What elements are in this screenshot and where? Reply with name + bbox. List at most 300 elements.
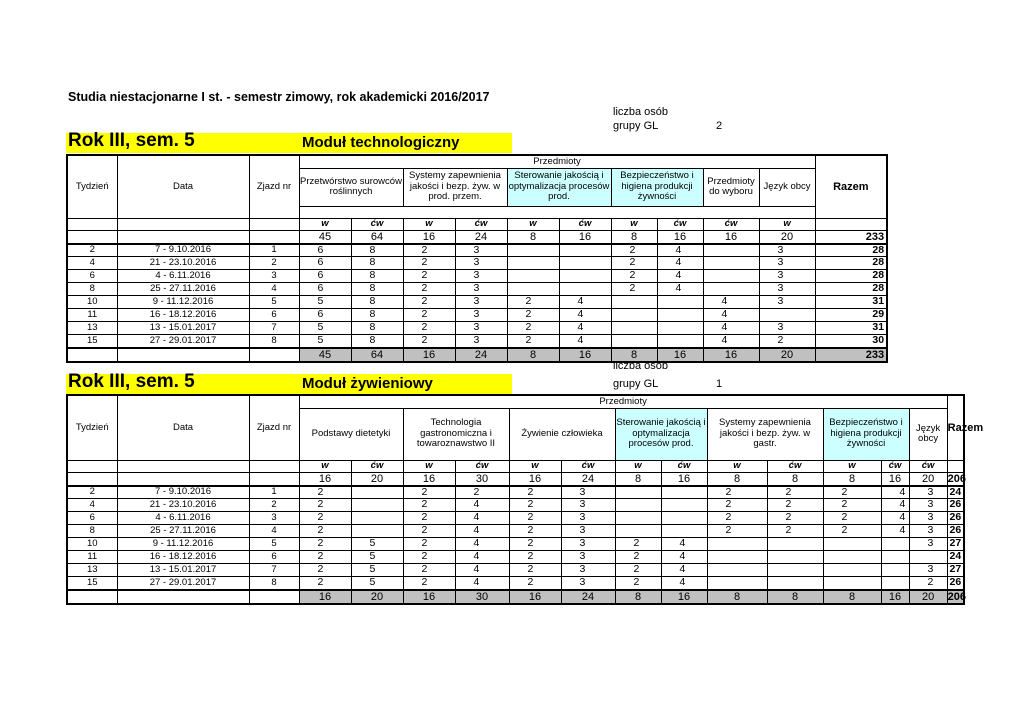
cell-zjazd: 2 bbox=[249, 257, 299, 270]
cell-hours: 3 bbox=[561, 512, 615, 525]
cell-hours: 2 bbox=[509, 486, 561, 499]
cell-data: 27 - 29.01.2017 bbox=[117, 335, 249, 348]
total-cell: 16 bbox=[299, 590, 351, 604]
cell-hours bbox=[351, 486, 403, 499]
wc-label: ćw bbox=[881, 460, 909, 472]
hours-cell: 16 bbox=[657, 230, 703, 244]
cell-hours: 2 bbox=[507, 309, 559, 322]
cell-hours: 2 bbox=[403, 564, 455, 577]
cell-hours bbox=[823, 551, 881, 564]
subject-header: Systemy zapewnienia jakości i bezp. żyw. w gastr. bbox=[707, 408, 823, 460]
cell-hours bbox=[507, 244, 559, 257]
cell-hours: 8 bbox=[351, 296, 403, 309]
cell-hours bbox=[559, 283, 611, 296]
cell-tydzien: 10 bbox=[67, 538, 117, 551]
cell-hours: 2 bbox=[823, 499, 881, 512]
grand-total: 233 bbox=[815, 348, 887, 362]
cell-hours: 2 bbox=[299, 512, 351, 525]
cell-hours: 2 bbox=[299, 486, 351, 499]
cell-hours: 2 bbox=[823, 486, 881, 499]
cell-hours bbox=[823, 564, 881, 577]
cell-tydzien: 4 bbox=[67, 257, 117, 270]
cell-hours: 3 bbox=[909, 499, 947, 512]
cell-hours bbox=[703, 283, 759, 296]
grupy-gl-label-2: grupy GL bbox=[613, 378, 659, 390]
cell-hours: 2 bbox=[507, 322, 559, 335]
table-row bbox=[67, 270, 887, 283]
hours-cell: 16 bbox=[299, 472, 351, 486]
wc-label: w bbox=[299, 460, 351, 472]
przedmioty-header: Przedmioty bbox=[299, 155, 815, 168]
cell-hours: 5 bbox=[299, 322, 351, 335]
total-cell: 24 bbox=[455, 348, 507, 362]
cell-hours: 8 bbox=[351, 244, 403, 257]
cell-data: 21 - 23.10.2016 bbox=[117, 499, 249, 512]
cell-hours: 6 bbox=[299, 257, 351, 270]
grupy-gl-value-2: 1 bbox=[716, 378, 723, 390]
table-row bbox=[67, 486, 964, 499]
cell-hours: 2 bbox=[403, 335, 455, 348]
col-tydzien: Tydzień bbox=[67, 155, 117, 218]
cell-hours: 2 bbox=[403, 244, 455, 257]
section1-banner bbox=[66, 130, 512, 153]
cell-hours bbox=[909, 551, 947, 564]
cell-hours: 2 bbox=[707, 486, 767, 499]
wc-label: ćw bbox=[351, 218, 403, 230]
cell-hours bbox=[657, 296, 703, 309]
hours-cell: 64 bbox=[351, 230, 403, 244]
cell-zjazd: 2 bbox=[249, 499, 299, 512]
cell-hours bbox=[707, 551, 767, 564]
hours-cell: 30 bbox=[455, 472, 509, 486]
cell-hours: 2 bbox=[299, 525, 351, 538]
cell-hours bbox=[661, 499, 707, 512]
cell-tydzien: 6 bbox=[67, 270, 117, 283]
cell-hours: 2 bbox=[767, 525, 823, 538]
cell-hours bbox=[611, 309, 657, 322]
hours-cell: 8 bbox=[507, 230, 559, 244]
cell-hours bbox=[703, 257, 759, 270]
cell-hours: 4 bbox=[559, 322, 611, 335]
wc-label: w bbox=[299, 218, 351, 230]
cell-razem: 28 bbox=[815, 244, 887, 257]
cell-hours: 4 bbox=[559, 296, 611, 309]
table-row bbox=[67, 551, 964, 564]
cell-hours: 2 bbox=[403, 551, 455, 564]
cell-hours: 3 bbox=[909, 564, 947, 577]
hours-cell: 16 bbox=[509, 472, 561, 486]
total-cell: 8 bbox=[823, 590, 881, 604]
total-cell: 16 bbox=[703, 348, 759, 362]
cell-hours: 3 bbox=[909, 525, 947, 538]
cell-hours bbox=[767, 564, 823, 577]
cell-tydzien: 8 bbox=[67, 283, 117, 296]
grupy-gl-value: 2 bbox=[716, 120, 723, 132]
cell-zjazd: 6 bbox=[249, 551, 299, 564]
total-cell: 8 bbox=[707, 590, 767, 604]
cell-hours: 4 bbox=[455, 499, 509, 512]
cell-tydzien: 10 bbox=[67, 296, 117, 309]
total-cell: 64 bbox=[351, 348, 403, 362]
cell-zjazd: 6 bbox=[249, 309, 299, 322]
cell-hours bbox=[657, 335, 703, 348]
cell-hours: 2 bbox=[611, 257, 657, 270]
subject-header: Przetwórstwo surowców roślinnych bbox=[299, 168, 403, 206]
cell-data: 27 - 29.01.2017 bbox=[117, 577, 249, 590]
table-row bbox=[67, 538, 964, 551]
cell-hours: 5 bbox=[351, 538, 403, 551]
cell-hours: 2 bbox=[509, 538, 561, 551]
cell-hours: 2 bbox=[509, 564, 561, 577]
hours-total: 206 bbox=[947, 472, 967, 485]
cell-data: 7 - 9.10.2016 bbox=[117, 244, 249, 257]
cell-hours: 2 bbox=[767, 499, 823, 512]
cell-hours: 3 bbox=[759, 296, 815, 309]
cell-hours: 2 bbox=[707, 512, 767, 525]
total-cell: 30 bbox=[455, 590, 509, 604]
cell-data: 16 - 18.12.2016 bbox=[117, 309, 249, 322]
cell-hours bbox=[703, 244, 759, 257]
cell-tydzien: 11 bbox=[67, 309, 117, 322]
cell-tydzien: 11 bbox=[67, 551, 117, 564]
cell-hours: 3 bbox=[759, 257, 815, 270]
cell-data: 9 - 11.12.2016 bbox=[117, 538, 249, 551]
wc-label: ćw bbox=[351, 460, 403, 472]
cell-hours: 3 bbox=[561, 525, 615, 538]
total-cell: 8 bbox=[767, 590, 823, 604]
cell-hours: 2 bbox=[403, 538, 455, 551]
cell-hours bbox=[611, 322, 657, 335]
cell-hours bbox=[657, 309, 703, 322]
wc-label: w bbox=[615, 460, 661, 472]
cell-hours bbox=[759, 309, 815, 322]
cell-hours: 6 bbox=[299, 309, 351, 322]
cell-hours: 3 bbox=[455, 257, 507, 270]
cell-hours: 3 bbox=[759, 322, 815, 335]
cell-hours: 2 bbox=[707, 525, 767, 538]
wc-label: w bbox=[403, 218, 455, 230]
hours-cell: 16 bbox=[881, 472, 909, 486]
cell-zjazd: 7 bbox=[249, 564, 299, 577]
wc-label: w bbox=[507, 218, 559, 230]
cell-hours: 3 bbox=[455, 283, 507, 296]
cell-hours: 8 bbox=[351, 335, 403, 348]
cell-hours bbox=[707, 564, 767, 577]
cell-hours: 3 bbox=[909, 538, 947, 551]
hours-cell: 20 bbox=[351, 472, 403, 486]
cell-hours bbox=[707, 538, 767, 551]
cell-zjazd: 3 bbox=[249, 512, 299, 525]
cell-hours: 2 bbox=[615, 577, 661, 590]
cell-hours bbox=[507, 270, 559, 283]
cell-hours: 2 bbox=[403, 309, 455, 322]
cell-hours: 2 bbox=[509, 551, 561, 564]
cell-hours: 4 bbox=[455, 538, 509, 551]
cell-razem: 28 bbox=[815, 270, 887, 283]
cell-hours bbox=[507, 257, 559, 270]
cell-hours: 2 bbox=[403, 322, 455, 335]
hours-cell: 8 bbox=[611, 230, 657, 244]
cell-hours bbox=[559, 244, 611, 257]
table-row bbox=[67, 335, 887, 348]
cell-hours: 2 bbox=[403, 512, 455, 525]
total-cell: 20 bbox=[759, 348, 815, 362]
cell-hours: 3 bbox=[455, 322, 507, 335]
grupy-gl-label: grupy GL bbox=[613, 120, 659, 132]
cell-hours: 8 bbox=[351, 322, 403, 335]
cell-hours: 2 bbox=[707, 499, 767, 512]
subject-header: Sterowanie jakością i optymalizacja procesów prod. bbox=[507, 168, 611, 206]
cell-hours: 4 bbox=[455, 577, 509, 590]
table-row bbox=[67, 257, 887, 270]
hours-cell: 8 bbox=[707, 472, 767, 486]
cell-hours: 4 bbox=[661, 551, 707, 564]
cell-hours: 6 bbox=[299, 244, 351, 257]
cell-zjazd: 7 bbox=[249, 322, 299, 335]
cell-hours: 5 bbox=[351, 564, 403, 577]
cell-hours: 4 bbox=[455, 512, 509, 525]
cell-hours: 2 bbox=[615, 538, 661, 551]
cell-razem: 26 bbox=[947, 512, 964, 525]
cell-hours: 2 bbox=[455, 486, 509, 499]
hours-cell: 20 bbox=[759, 230, 815, 244]
cell-hours bbox=[823, 577, 881, 590]
cell-hours: 2 bbox=[403, 486, 455, 499]
table-row bbox=[67, 283, 887, 296]
cell-zjazd: 1 bbox=[249, 244, 299, 257]
col-razem: Razem bbox=[815, 155, 887, 218]
col-zjazd: Zjazd nr bbox=[249, 395, 299, 460]
table-row bbox=[67, 499, 964, 512]
hours-cell: 8 bbox=[615, 472, 661, 486]
subject-header: Żywienie człowieka bbox=[509, 408, 615, 460]
cell-tydzien: 13 bbox=[67, 564, 117, 577]
cell-hours: 4 bbox=[881, 486, 909, 499]
cell-data: 13 - 15.01.2017 bbox=[117, 564, 249, 577]
cell-hours: 2 bbox=[611, 283, 657, 296]
total-cell: 16 bbox=[881, 590, 909, 604]
cell-hours: 4 bbox=[661, 564, 707, 577]
subject-header: Systemy zapewnienia jakości i bezp. żyw. w prod. przem. bbox=[403, 168, 507, 206]
cell-hours: 8 bbox=[351, 270, 403, 283]
schedule-table-technologiczny bbox=[66, 154, 888, 363]
cell-hours: 3 bbox=[455, 270, 507, 283]
cell-hours: 2 bbox=[509, 499, 561, 512]
cell-hours bbox=[881, 564, 909, 577]
cell-hours: 2 bbox=[507, 335, 559, 348]
cell-hours: 2 bbox=[823, 512, 881, 525]
cell-hours: 6 bbox=[299, 270, 351, 283]
table-row bbox=[67, 525, 964, 538]
cell-hours: 2 bbox=[299, 577, 351, 590]
col-tydzien: Tydzień bbox=[67, 395, 117, 460]
cell-zjazd: 4 bbox=[249, 525, 299, 538]
cell-hours bbox=[615, 512, 661, 525]
cell-hours: 2 bbox=[615, 564, 661, 577]
section1-modul: Moduł technologiczny bbox=[302, 134, 460, 151]
cell-hours bbox=[657, 322, 703, 335]
cell-hours: 4 bbox=[703, 322, 759, 335]
wc-label: ćw bbox=[657, 218, 703, 230]
total-cell: 16 bbox=[403, 348, 455, 362]
cell-hours: 5 bbox=[351, 551, 403, 564]
cell-hours: 2 bbox=[611, 244, 657, 257]
cell-tydzien: 2 bbox=[67, 244, 117, 257]
liczba-osob-label: liczba osób bbox=[613, 106, 669, 118]
cell-hours: 2 bbox=[615, 551, 661, 564]
cell-hours: 2 bbox=[403, 577, 455, 590]
cell-razem: 26 bbox=[947, 577, 964, 590]
total-cell: 16 bbox=[559, 348, 611, 362]
wc-label: w bbox=[707, 460, 767, 472]
cell-hours: 8 bbox=[351, 283, 403, 296]
cell-hours: 4 bbox=[455, 525, 509, 538]
table-row bbox=[67, 309, 887, 322]
wc-label: ćw bbox=[703, 218, 759, 230]
wc-label: w bbox=[823, 460, 881, 472]
hours-cell: 16 bbox=[559, 230, 611, 244]
cell-razem: 27 bbox=[947, 564, 964, 577]
cell-hours: 2 bbox=[299, 551, 351, 564]
subject-header: Język obcy bbox=[759, 168, 815, 206]
przedmioty-header: Przedmioty bbox=[299, 395, 947, 408]
hours-total: 233 bbox=[815, 230, 887, 244]
hours-cell: 45 bbox=[299, 230, 351, 244]
col-razem: Razem bbox=[947, 395, 964, 460]
subject-header: Przedmioty do wyboru bbox=[703, 168, 759, 206]
hours-cell: 16 bbox=[403, 230, 455, 244]
cell-hours: 2 bbox=[403, 270, 455, 283]
cell-hours: 2 bbox=[909, 577, 947, 590]
table-row bbox=[67, 322, 887, 335]
cell-hours: 4 bbox=[559, 309, 611, 322]
cell-tydzien: 15 bbox=[67, 335, 117, 348]
cell-hours bbox=[507, 283, 559, 296]
cell-hours: 3 bbox=[561, 577, 615, 590]
cell-hours: 4 bbox=[455, 564, 509, 577]
cell-hours: 4 bbox=[703, 335, 759, 348]
cell-data: 21 - 23.10.2016 bbox=[117, 257, 249, 270]
wc-label: w bbox=[759, 218, 815, 230]
cell-data: 4 - 6.11.2016 bbox=[117, 270, 249, 283]
hours-cell: 8 bbox=[823, 472, 881, 486]
cell-hours: 5 bbox=[299, 335, 351, 348]
cell-zjazd: 4 bbox=[249, 283, 299, 296]
cell-hours: 6 bbox=[299, 283, 351, 296]
cell-hours bbox=[351, 525, 403, 538]
cell-hours bbox=[823, 538, 881, 551]
subject-header: Język obcy bbox=[909, 408, 947, 460]
cell-hours: 2 bbox=[509, 525, 561, 538]
subject-header: Podstawy dietetyki bbox=[299, 408, 403, 460]
cell-razem: 24 bbox=[947, 486, 964, 499]
cell-data: 25 - 27.11.2016 bbox=[117, 525, 249, 538]
cell-hours bbox=[615, 499, 661, 512]
hours-cell: 16 bbox=[661, 472, 707, 486]
cell-hours bbox=[661, 512, 707, 525]
cell-razem: 29 bbox=[815, 309, 887, 322]
wc-label: ćw bbox=[559, 218, 611, 230]
wc-label: ćw bbox=[455, 460, 509, 472]
cell-zjazd: 8 bbox=[249, 577, 299, 590]
col-data: Data bbox=[117, 395, 249, 460]
hours-cell: 24 bbox=[561, 472, 615, 486]
table-row bbox=[67, 564, 964, 577]
cell-razem: 26 bbox=[947, 499, 964, 512]
subject-header: Bezpieczeństwo i higiena produkcji żywności bbox=[823, 408, 909, 460]
cell-tydzien: 2 bbox=[67, 486, 117, 499]
table-row bbox=[67, 512, 964, 525]
cell-razem: 31 bbox=[815, 322, 887, 335]
cell-hours: 2 bbox=[509, 512, 561, 525]
total-cell: 8 bbox=[615, 590, 661, 604]
cell-hours: 4 bbox=[455, 551, 509, 564]
cell-hours: 3 bbox=[561, 499, 615, 512]
cell-hours: 3 bbox=[759, 244, 815, 257]
cell-hours: 4 bbox=[657, 244, 703, 257]
cell-razem: 28 bbox=[815, 257, 887, 270]
table-row bbox=[67, 577, 964, 590]
subject-header: Sterowanie jakością i optymalizacja procesów prod. bbox=[615, 408, 707, 460]
cell-razem: 31 bbox=[815, 296, 887, 309]
wc-label: ćw bbox=[661, 460, 707, 472]
table-row bbox=[67, 296, 887, 309]
cell-hours: 2 bbox=[509, 577, 561, 590]
subject-header: Bezpieczeństwo i higiena produkcji żywności bbox=[611, 168, 703, 206]
cell-hours bbox=[767, 577, 823, 590]
cell-data: 4 - 6.11.2016 bbox=[117, 512, 249, 525]
cell-hours: 4 bbox=[661, 577, 707, 590]
cell-hours: 3 bbox=[561, 538, 615, 551]
hours-cell: 16 bbox=[403, 472, 455, 486]
hours-cell: 8 bbox=[767, 472, 823, 486]
cell-hours: 2 bbox=[767, 486, 823, 499]
wc-label: ćw bbox=[561, 460, 615, 472]
cell-hours: 4 bbox=[703, 296, 759, 309]
total-cell: 8 bbox=[507, 348, 559, 362]
cell-hours: 2 bbox=[759, 335, 815, 348]
cell-hours: 2 bbox=[507, 296, 559, 309]
total-cell: 20 bbox=[909, 590, 947, 604]
cell-hours: 8 bbox=[351, 257, 403, 270]
cell-hours: 3 bbox=[759, 283, 815, 296]
cell-hours bbox=[559, 257, 611, 270]
cell-tydzien: 6 bbox=[67, 512, 117, 525]
total-cell: 8 bbox=[611, 348, 657, 362]
cell-hours: 4 bbox=[881, 512, 909, 525]
cell-hours: 4 bbox=[657, 283, 703, 296]
grand-total: 206 bbox=[947, 590, 967, 603]
section2-rok: Rok III, sem. 5 bbox=[68, 371, 195, 392]
cell-hours: 2 bbox=[299, 538, 351, 551]
table-row bbox=[67, 244, 887, 257]
cell-hours: 4 bbox=[661, 538, 707, 551]
cell-hours: 3 bbox=[561, 486, 615, 499]
cell-hours: 2 bbox=[299, 499, 351, 512]
cell-hours: 3 bbox=[909, 486, 947, 499]
cell-data: 13 - 15.01.2017 bbox=[117, 322, 249, 335]
cell-hours: 2 bbox=[299, 564, 351, 577]
cell-hours: 2 bbox=[823, 525, 881, 538]
cell-hours: 5 bbox=[299, 296, 351, 309]
cell-hours bbox=[661, 525, 707, 538]
cell-hours: 2 bbox=[403, 296, 455, 309]
cell-hours bbox=[615, 525, 661, 538]
col-zjazd: Zjazd nr bbox=[249, 155, 299, 218]
cell-hours bbox=[611, 335, 657, 348]
total-cell: 16 bbox=[661, 590, 707, 604]
cell-razem: 26 bbox=[947, 525, 964, 538]
